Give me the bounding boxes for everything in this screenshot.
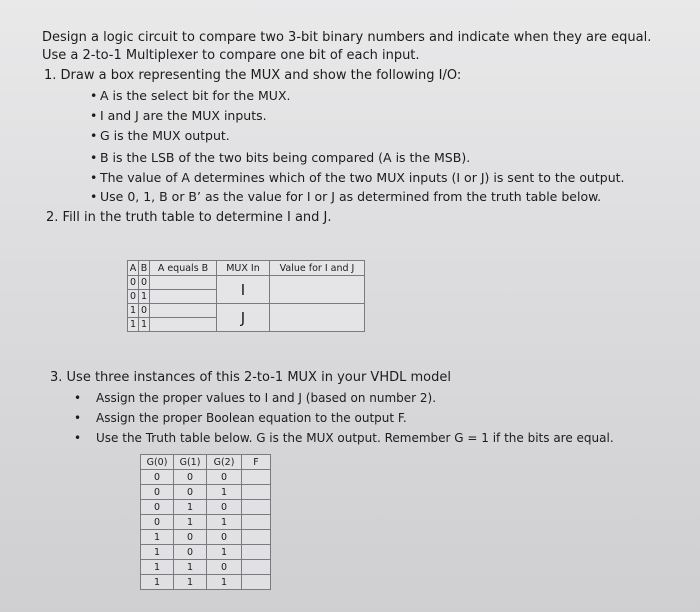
table-header: B [139,261,150,276]
mux-input-label: J [217,304,270,332]
table-row [141,515,271,530]
table-cell: 0 [207,530,242,545]
step1-bullet: • A is the select bit for the MUX. [90,88,291,103]
table-header: G(2) [207,455,242,470]
step1-bullet: • B is the LSB of the two bits being compared (A is the MSB). [90,150,471,165]
table-cell [242,470,271,485]
table-cell: 0 [128,290,139,304]
table-cell: 0 [207,560,242,575]
table-cell [242,515,271,530]
table-header: Value for I and J [270,261,365,276]
table-header: F [242,455,271,470]
table-row [141,560,271,575]
table-row [141,545,271,560]
intro-line-1: Design a logic circuit to compare two 3-bit binary numbers and indicate when they are equal. [42,30,652,45]
table-header: G(0) [141,455,174,470]
output-truth-table [140,454,271,590]
table-cell: 1 [128,304,139,318]
table-cell: 1 [207,545,242,560]
table-cell: 1 [174,500,207,515]
table-cell-empty [150,290,217,304]
table-cell: 1 [174,575,207,590]
table-cell: 1 [141,575,174,590]
table-cell: 1 [207,485,242,500]
table-cell: 0 [207,470,242,485]
table-cell: 0 [174,485,207,500]
table-cell: 1 [174,515,207,530]
table-cell: 0 [141,470,174,485]
table-cell [242,560,271,575]
step1-bullet: • I and J are the MUX inputs. [90,108,267,123]
table-cell: 1 [139,318,150,332]
table-cell: 0 [174,530,207,545]
table-cell: 0 [207,500,242,515]
table-row [128,304,365,318]
table-header: A [128,261,139,276]
table-row [141,470,271,485]
table-row [141,530,271,545]
table-header: MUX In [217,261,270,276]
intro-line-2: Use a 2-to-1 Multiplexer to compare one bit of each input. [42,48,420,63]
table-cell: 0 [141,485,174,500]
table-row [141,485,271,500]
table-cell: 0 [141,500,174,515]
step3-bullet: • Assign the proper values to I and J (based on number 2). [74,391,437,405]
table-cell-empty [150,318,217,332]
step1-heading: 1. Draw a box representing the MUX and show the following I/O: [44,68,462,83]
table-cell: 0 [139,276,150,290]
table-cell: 1 [139,290,150,304]
table-cell [242,545,271,560]
mux-input-label: I [217,276,270,304]
table-cell: 1 [128,318,139,332]
step1-bullet: • The value of A determines which of the two MUX inputs (I or J) is sent to the output. [90,170,625,185]
table-cell-empty [270,276,365,304]
step1-bullet: • G is the MUX output. [90,128,230,143]
table-cell [242,530,271,545]
step3-bullet: • Use the Truth table below. G is the MUX output. Remember G = 1 if the bits are equal. [74,431,614,445]
table-cell: 1 [141,560,174,575]
mux-truth-table [127,260,365,332]
table-cell: 0 [141,515,174,530]
table-cell: 0 [174,545,207,560]
table-cell: 1 [207,575,242,590]
table-cell-empty [150,304,217,318]
table-cell-empty [270,304,365,332]
table-cell: 0 [174,470,207,485]
table-cell: 0 [139,304,150,318]
step2-heading: 2. Fill in the truth table to determine I and J. [46,210,332,225]
table-cell: 1 [141,545,174,560]
step3-heading: 3. Use three instances of this 2-to-1 MUX in your VHDL model [50,370,451,385]
table-row [141,500,271,515]
table-cell: 1 [207,515,242,530]
table-header: A equals B [150,261,217,276]
table-cell [242,485,271,500]
table-row [141,575,271,590]
table-row [128,276,365,290]
table-cell: 0 [128,276,139,290]
table-header: G(1) [174,455,207,470]
table-cell: 1 [141,530,174,545]
table-cell-empty [150,276,217,290]
table-cell [242,575,271,590]
table-cell: 1 [174,560,207,575]
table-cell [242,500,271,515]
step1-bullet: • Use 0, 1, B or B’ as the value for I or J as determined from the truth table below. [90,189,602,204]
step3-bullet: • Assign the proper Boolean equation to the output F. [74,411,407,425]
